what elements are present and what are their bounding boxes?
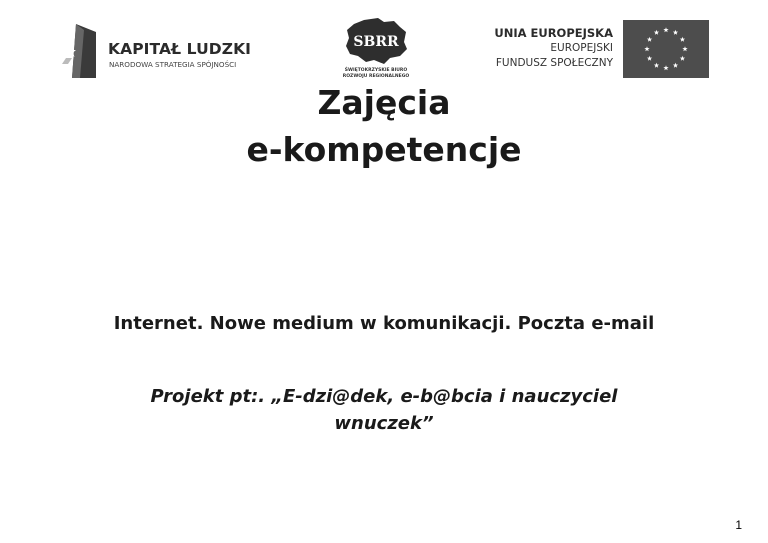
eu-star xyxy=(673,30,678,35)
sbrr-line1: ŚWIĘTOKRZYSKIE BIURO xyxy=(344,68,408,73)
sbrr-line2: ROZWOJU REGIONALNEGO xyxy=(342,74,410,79)
eu-line2: FUNDUSZ SPOŁECZNY xyxy=(495,57,613,69)
eu-star xyxy=(644,46,649,51)
eu-title: UNIA EUROPEJSKA xyxy=(494,26,613,40)
eu-text-block xyxy=(472,25,613,71)
eu-stars-icon xyxy=(623,20,709,78)
eu-star xyxy=(647,37,652,42)
eu-star xyxy=(663,65,668,70)
project-name: Projekt pt:. „E-dzi@dek, e-b@bcia i nauczyciel wnuczek” xyxy=(150,386,618,434)
eu-star xyxy=(647,56,652,61)
kapital-ludzki-logo xyxy=(62,22,252,82)
eu-star xyxy=(663,27,668,32)
slide-subtitle: Internet. Nowe medium w komunikacji. Poczta e-mail xyxy=(113,313,655,334)
sbrr-region-map-icon xyxy=(344,18,408,64)
kapital-ludzki-subtitle: NARODOWA STRATEGIA SPÓJNOŚCI xyxy=(109,60,237,69)
eu-star xyxy=(680,37,685,42)
slide-title-line2: e-kompetencje xyxy=(246,130,522,169)
kapital-ludzki-title: KAPITAŁ LUDZKI xyxy=(108,40,252,58)
kapital-ludzki-emblem-icon xyxy=(62,24,96,78)
page-number: 1 xyxy=(735,518,742,532)
eu-line1: EUROPEJSKI xyxy=(550,42,613,54)
sbrr-logo xyxy=(332,18,420,82)
eu-star xyxy=(654,63,659,68)
sbrr-name: SBRR xyxy=(353,34,399,50)
eu-star xyxy=(654,30,659,35)
eu-star xyxy=(682,46,687,51)
eu-star xyxy=(673,63,678,68)
eu-star xyxy=(680,56,685,61)
slide-title-line1: Zajęcia xyxy=(317,83,451,122)
eu-flag xyxy=(623,20,709,78)
